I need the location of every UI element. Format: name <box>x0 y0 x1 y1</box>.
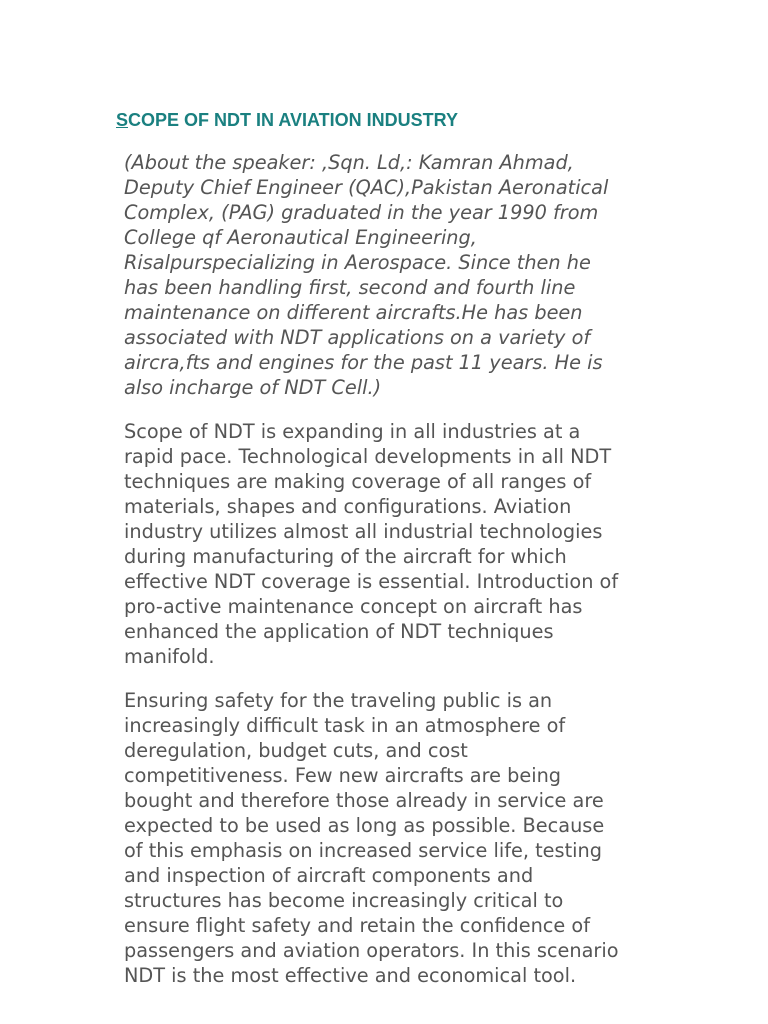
document-title <box>116 108 458 132</box>
text-line: aircra,fts and engines for the past 11 years. He is <box>124 351 603 374</box>
text-line: materials, shapes and configurations. Aviation <box>124 495 572 518</box>
text-line: during manufacturing of the aircraft for which <box>124 545 567 568</box>
text-line: ensure flight safety and retain the confidence of <box>124 914 590 937</box>
text-line: rapid pace. Technological developments in all NDT <box>124 445 612 468</box>
title-first-letter: S <box>116 110 129 130</box>
title-rest: COPE OF NDT IN AVIATION INDUSTRY <box>128 110 459 130</box>
text-line: enhanced the application of NDT techniques <box>124 620 554 643</box>
text-line: Complex, (PAG) graduated in the year 1990 from <box>124 201 599 224</box>
scope-paragraph <box>124 419 664 669</box>
text-line: effective NDT coverage is essential. Introduction of <box>124 570 619 593</box>
text-line: Deputy Chief Engineer (QAC),Pakistan Aeronatical <box>124 176 609 199</box>
speaker-bio-paragraph <box>124 150 664 400</box>
text-line: competitiveness. Few new aircrafts are being <box>124 764 562 787</box>
text-line: manifold. <box>124 645 215 668</box>
text-line: pro-active maintenance concept on aircraft has <box>124 595 583 618</box>
text-line: also incharge of NDT Cell.) <box>124 376 382 399</box>
safety-paragraph <box>124 688 664 988</box>
text-line: passengers and aviation operators. In this scenario <box>124 939 619 962</box>
text-line: bought and therefore those already in service are <box>124 789 604 812</box>
text-line: and inspection of aircraft components and <box>124 864 534 887</box>
text-line: Scope of NDT is expanding in all industries at a <box>124 420 581 443</box>
text-line: structures has become increasingly critical to <box>124 889 564 912</box>
text-line: Ensuring safety for the traveling public is an <box>124 689 553 712</box>
text-line: College qf Aeronautical Engineering, <box>124 226 477 249</box>
text-line: industry utilizes almost all industrial technologies <box>124 520 603 543</box>
text-line: associated with NDT applications on a variety of <box>124 326 591 349</box>
text-line: of this emphasis on increased service life, testing <box>124 839 602 862</box>
text-line: maintenance on different aircrafts.He has been <box>124 301 583 324</box>
text-line: expected to be used as long as possible. Because <box>124 814 605 837</box>
text-line: techniques are making coverage of all ranges of <box>124 470 592 493</box>
text-line: NDT is the most effective and economical tool. <box>124 964 577 987</box>
text-line: has been handling first, second and fourth line <box>124 276 576 299</box>
text-line: increasingly difficult task in an atmosphere of <box>124 714 566 737</box>
text-line: (About the speaker: ,Sqn. Ld,: Kamran Ahmad, <box>124 151 574 174</box>
text-line: deregulation, budget cuts, and cost <box>124 739 468 762</box>
text-line: Risalpurspecializing in Aerospace. Since then he <box>124 251 591 274</box>
